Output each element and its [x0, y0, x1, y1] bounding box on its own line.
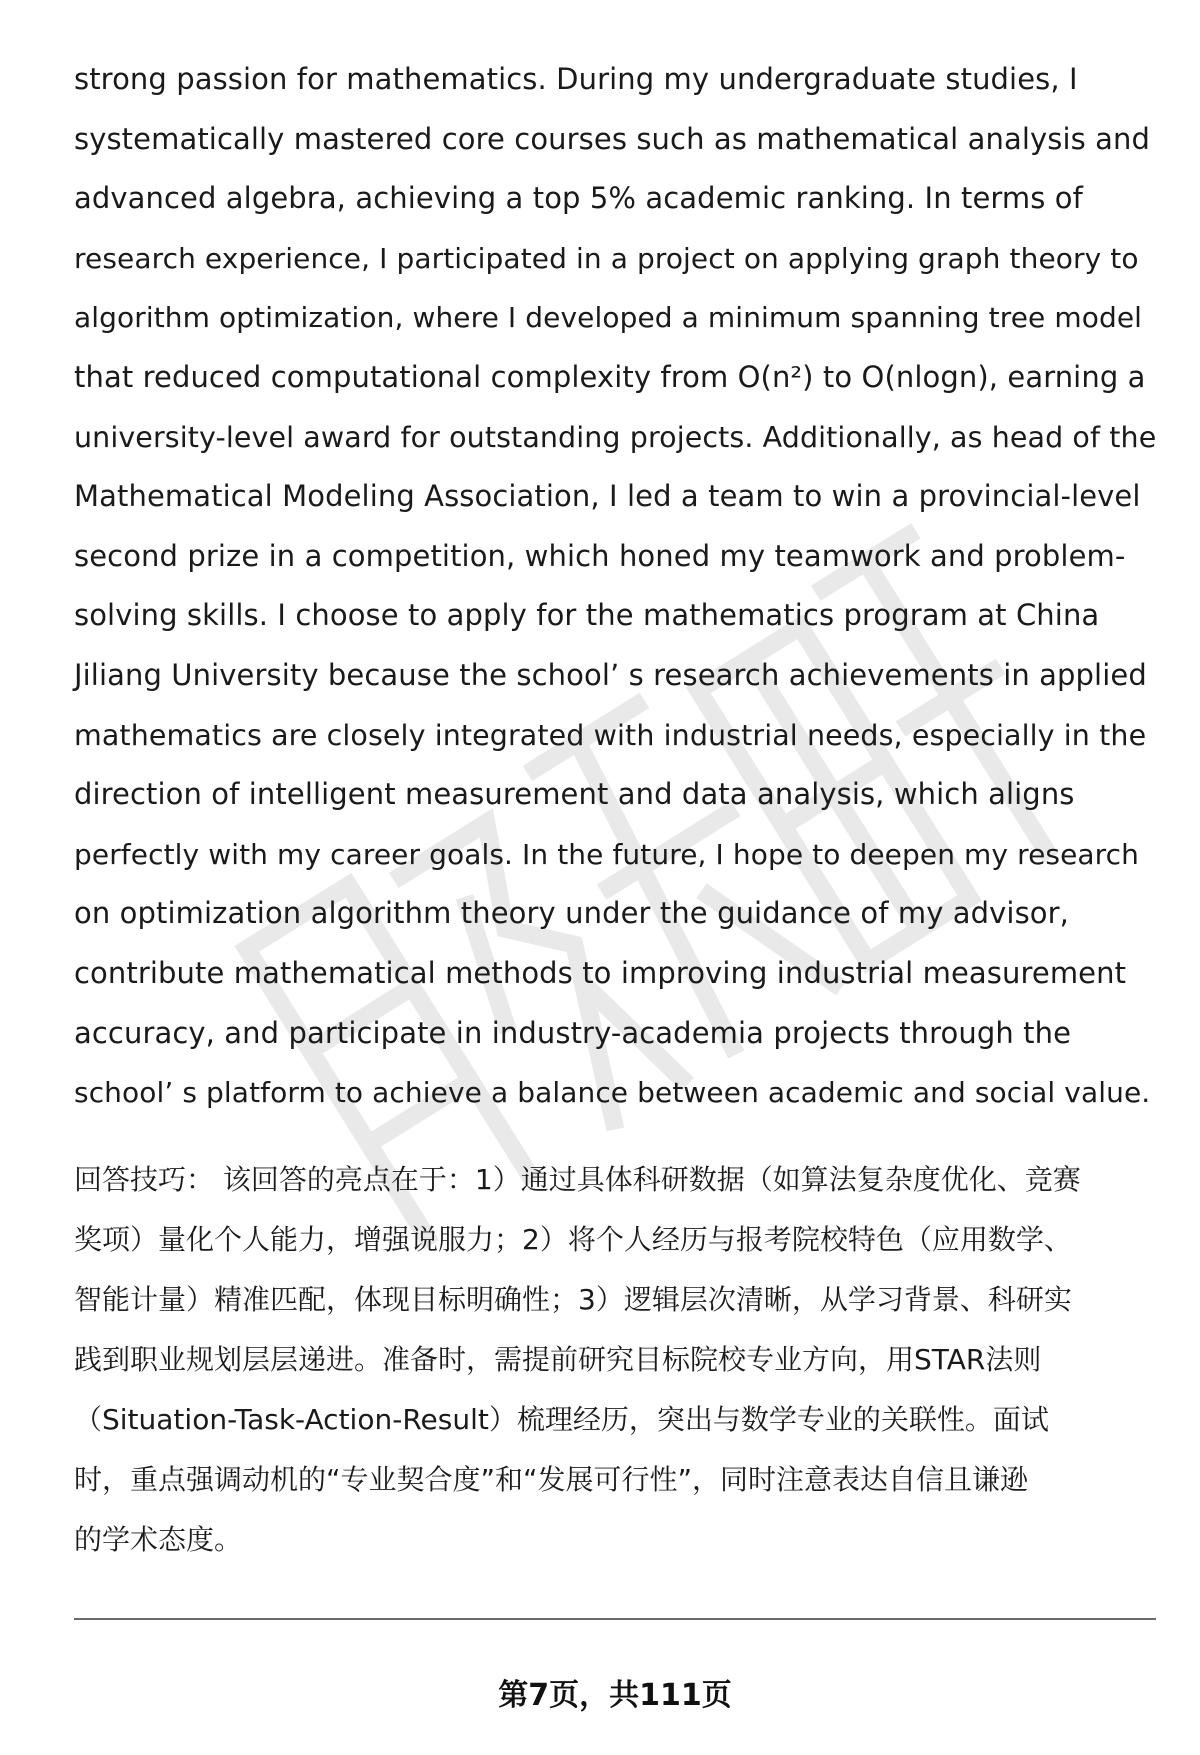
tips-line: 的学术态度。: [74, 1523, 243, 1556]
tips-line: 奖项）量化个人能力，增强说服力；2）将个人经历与报考院校特色（应用数学、: [74, 1223, 1072, 1256]
page-number: 第7页，共111页: [498, 1678, 732, 1713]
paragraph-line: solving skills. I choose to apply for the mathematics program at China: [74, 598, 1100, 633]
paragraph-line: Jiliang University because the school’ s research achievements in applied: [74, 657, 1147, 692]
paragraph-line: research experience, I participated in a project on applying graph theory to: [74, 241, 1139, 275]
paragraph-line: perfectly with my career goals. In the future, I hope to deepen my research: [74, 837, 1140, 871]
paragraph-line: on optimization algorithm theory under the guidance of my advisor,: [74, 896, 1069, 931]
paragraph-line: direction of intelligent measurement and data analysis, which aligns: [74, 777, 1075, 812]
paragraph-line: strong passion for mathematics. During my undergraduate studies, I: [74, 62, 1078, 96]
paragraph-line: contribute mathematical methods to improving industrial measurement: [74, 955, 1127, 990]
tips-line: （Situation-Task-Action-Result）梳理经历，突出与数学专业的关联性。面试: [74, 1403, 1049, 1436]
footer-divider: [74, 1618, 1156, 1620]
paragraph-line: that reduced computational complexity from O(n²) to O(nlogn), earning a: [74, 359, 1146, 394]
paragraph-line: accuracy, and participate in industry-academia projects through the: [74, 1015, 1072, 1050]
paragraph-line: university-level award for outstanding projects. Additionally, as head of the: [74, 420, 1157, 454]
tips-line: 践到职业规划层层递进。准备时，需提前研究目标院校专业方向，用STAR法则: [74, 1343, 1042, 1376]
answer-paragraph: [74, 50, 1157, 1123]
paragraph-line: systematically mastered core courses such as mathematical analysis and: [74, 121, 1151, 156]
paragraph-line: advanced algebra, achieving a top 5% academic ranking. In terms of: [74, 181, 1083, 216]
paragraph-line: mathematics are closely integrated with industrial needs, especially in the: [74, 718, 1147, 752]
paragraph-line: second prize in a competition, which honed my teamwork and problem-: [74, 538, 1126, 573]
paragraph-line: Mathematical Modeling Association, I led a team to win a provincial-level: [74, 479, 1141, 514]
paragraph-line: school’ s platform to achieve a balance between academic and social value.: [74, 1076, 1151, 1110]
tips-line: 回答技巧： 该回答的亮点在于：1）通过具体科研数据（如算法复杂度优化、竞赛: [74, 1163, 1081, 1196]
tips-line: 时，重点强调动机的“专业契合度”和“发展可行性”，同时注意表达自信且谦逊: [74, 1463, 1029, 1496]
answer-tips: [74, 1150, 1154, 1570]
tips-line: 智能计量）精准匹配，体现目标明确性；3）逻辑层次清晰，从学习背景、科研实: [74, 1283, 1072, 1316]
paragraph-line: algorithm optimization, where I developed a minimum spanning tree model: [74, 301, 1143, 335]
